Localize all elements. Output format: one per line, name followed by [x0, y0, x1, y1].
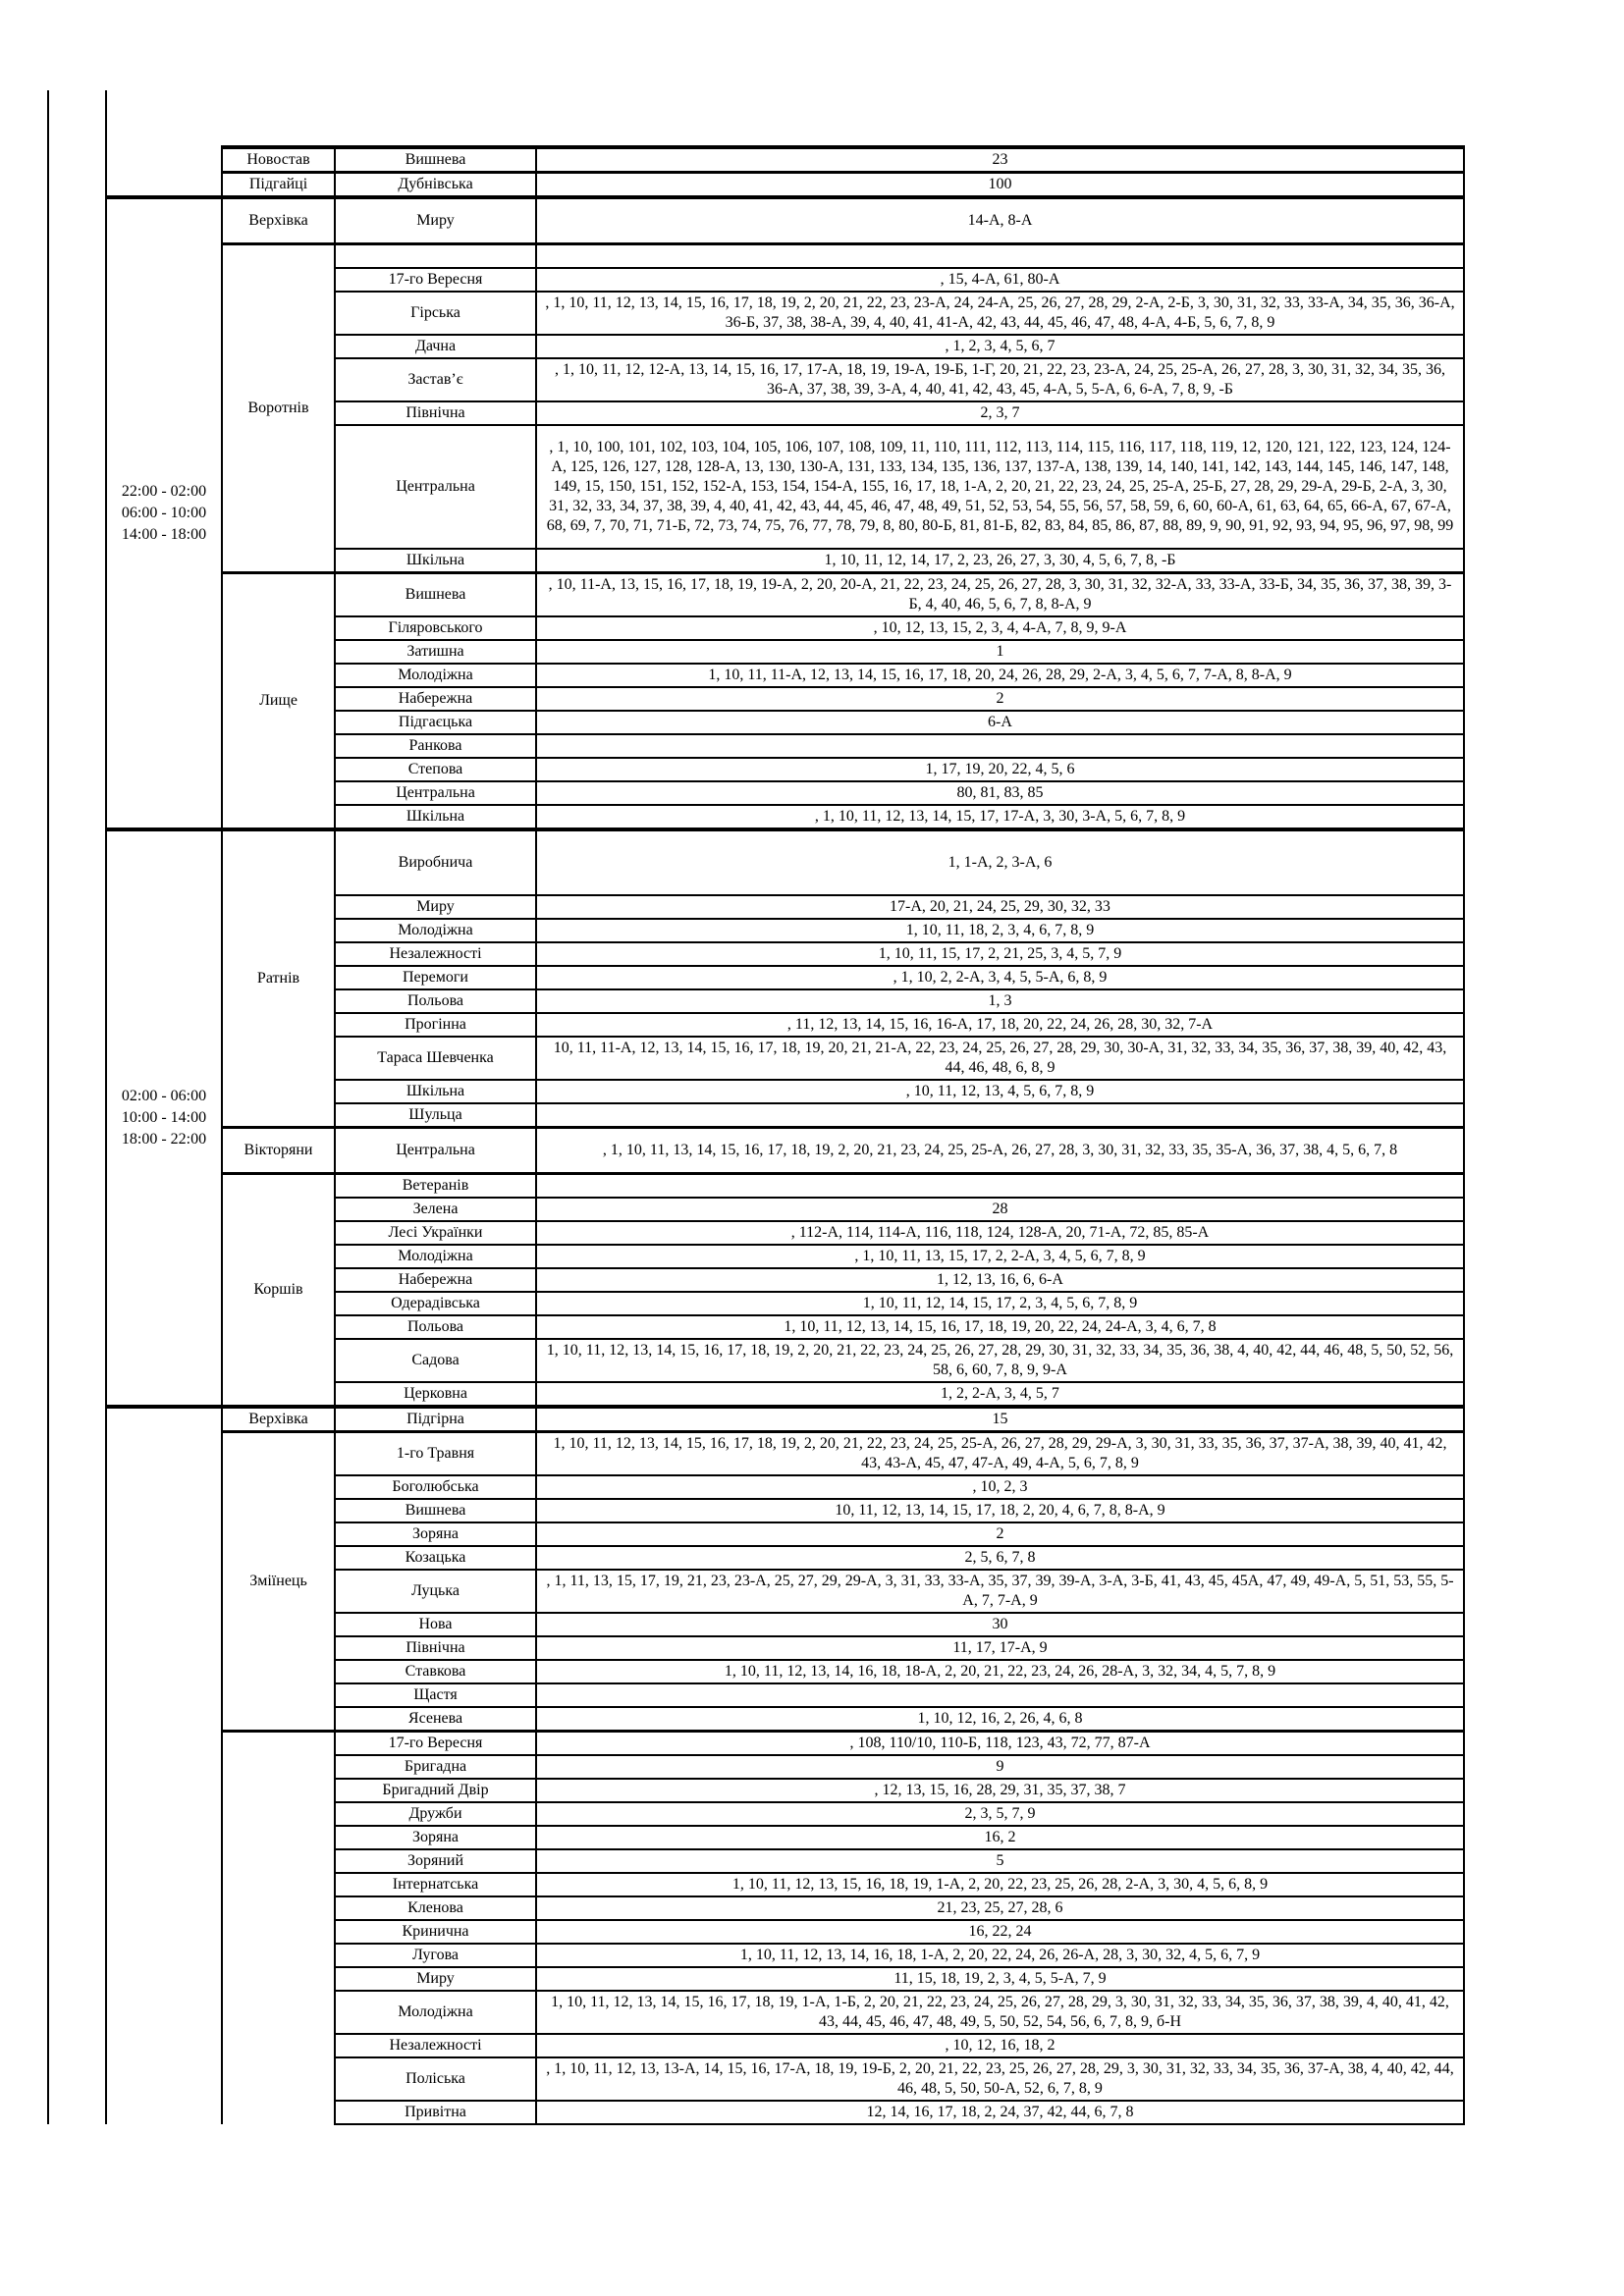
- street-cell: Зелена: [335, 1198, 536, 1221]
- street-cell: Шульца: [335, 1103, 536, 1128]
- street-cell: Набережна: [335, 687, 536, 711]
- houses-cell: [536, 1174, 1464, 1199]
- time-range: 02:00 - 06:00: [121, 1088, 207, 1104]
- houses-cell: 1, 10, 11, 15, 17, 2, 21, 25, 3, 4, 5, 7, 9: [536, 942, 1464, 966]
- houses-cell: 1, 2, 2-А, 3, 4, 5, 7: [536, 1382, 1464, 1407]
- settlement-cell: Новостав: [222, 147, 335, 173]
- street-cell: Дружби: [335, 1802, 536, 1826]
- houses-cell: 6-А: [536, 711, 1464, 734]
- street-cell: 17-го Вересня: [335, 1732, 536, 1756]
- settlement-cell: Воротнів: [222, 244, 335, 573]
- table-row: [48, 829, 1464, 895]
- houses-cell: , 10, 12, 13, 15, 2, 3, 4, 4-А, 7, 8, 9, 9-А: [536, 616, 1464, 640]
- houses-cell: [536, 244, 1464, 269]
- street-cell: Лугова: [335, 1944, 536, 1967]
- houses-cell: 1, 10, 11, 12, 13, 15, 16, 18, 19, 1-А, 2, 20, 22, 23, 25, 26, 28, 2-А, 3, 30, 4, 5, 6, 8, 9: [536, 1873, 1464, 1896]
- houses-cell: 100: [536, 173, 1464, 198]
- street-cell: Молодіжна: [335, 1991, 536, 2034]
- settlement-cell: Лище: [222, 573, 335, 830]
- street-cell: Виробнича: [335, 829, 536, 895]
- houses-cell: 30: [536, 1613, 1464, 1636]
- street-cell: Садова: [335, 1339, 536, 1382]
- street-cell: Миру: [335, 197, 536, 244]
- houses-cell: 11, 15, 18, 19, 2, 3, 4, 5, 5-А, 7, 9: [536, 1967, 1464, 1991]
- houses-cell: 16, 2: [536, 1826, 1464, 1849]
- street-cell: Застав’є: [335, 358, 536, 401]
- street-cell: Луцька: [335, 1570, 536, 1613]
- street-cell: Гіляровського: [335, 616, 536, 640]
- street-cell: 17-го Вересня: [335, 268, 536, 292]
- settlement-cell: Верхівка: [222, 1407, 335, 1432]
- houses-cell: [536, 1683, 1464, 1707]
- street-cell: Незалежності: [335, 942, 536, 966]
- houses-cell: 23: [536, 147, 1464, 173]
- houses-cell: 14-А, 8-А: [536, 197, 1464, 244]
- street-cell: Підгаєцька: [335, 711, 536, 734]
- street-cell: Ветеранів: [335, 1174, 536, 1199]
- street-cell: Ранкова: [335, 734, 536, 758]
- empty-left-column: [48, 147, 106, 2124]
- houses-cell: 1, 17, 19, 20, 22, 4, 5, 6: [536, 758, 1464, 781]
- houses-cell: [536, 734, 1464, 758]
- street-cell: Вишнева: [335, 573, 536, 617]
- street-cell: Молодіжна: [335, 664, 536, 687]
- houses-cell: , 1, 10, 11, 13, 14, 15, 16, 17, 18, 19, 2, 20, 21, 23, 24, 25, 25-А, 26, 27, 28, 3, 30, 31, 32, 33, 35, 35-А, 36, 37, 38, 4, 5, 6, 7, 8: [536, 1128, 1464, 1174]
- street-cell: Затишна: [335, 640, 536, 664]
- houses-cell: 10, 11, 12, 13, 14, 15, 17, 18, 2, 20, 4, 6, 7, 8, 8-А, 9: [536, 1499, 1464, 1522]
- street-cell: Шкільна: [335, 549, 536, 573]
- houses-cell: 9: [536, 1755, 1464, 1779]
- settlement-cell: Коршів: [222, 1174, 335, 1408]
- houses-cell: 1, 12, 13, 16, 6, 6-А: [536, 1268, 1464, 1292]
- street-cell: Набережна: [335, 1268, 536, 1292]
- houses-cell: 1, 3: [536, 989, 1464, 1013]
- street-cell: Північна: [335, 401, 536, 425]
- houses-cell: 1, 10, 12, 16, 2, 26, 4, 6, 8: [536, 1707, 1464, 1732]
- houses-cell: , 10, 11-А, 13, 15, 16, 17, 18, 19, 19-А, 2, 20, 20-А, 21, 22, 23, 24, 25, 26, 27, 28, 3, 30, 31, 32, 32-А, 33, 33-А, 33-Б, 34, 35, 36, 37, 38, 39, 3-Б, 4, 40, 46, 5, 6, 7, 8, 8-А, 9: [536, 573, 1464, 617]
- houses-cell: 1, 10, 11, 18, 2, 3, 4, 6, 7, 8, 9: [536, 919, 1464, 942]
- table-row: [48, 1732, 1464, 1756]
- houses-cell: , 1, 10, 11, 12, 13, 14, 15, 16, 17, 18, 19, 2, 20, 21, 22, 23, 23-А, 24, 24-А, 25, 26, 27, 28, 29, 2-А, 2-Б, 3, 30, 31, 32, 33, 33-А, 34, 35, 36, 36-А, 36-Б, 37, 38, 38-А, 39, 4, 40, 41, 41-А, 42, 43, 44, 45, 46, 47, 48, 4-А, 4-Б, 5, 6, 7, 8, 9: [536, 292, 1464, 335]
- table-row: [48, 197, 1464, 244]
- houses-cell: 1, 10, 11, 12, 13, 14, 15, 16, 17, 18, 19, 1-А, 1-Б, 2, 20, 21, 22, 23, 24, 25, 26, 27, 28, 29, 3, 30, 31, 32, 33, 34, 35, 36, 37, 38, 39, 4, 40, 41, 42, 43, 44, 45, 46, 47, 48, 49, 5, 50, 52, 54, 56, 6, 7, 8, 9, б-Н: [536, 1991, 1464, 2034]
- houses-cell: 17-А, 20, 21, 24, 25, 29, 30, 32, 33: [536, 895, 1464, 919]
- houses-cell: , 112-А, 114, 114-А, 116, 118, 124, 128-А, 20, 71-А, 72, 85, 85-А: [536, 1221, 1464, 1245]
- houses-cell: 2, 3, 5, 7, 9: [536, 1802, 1464, 1826]
- street-cell: Шкільна: [335, 805, 536, 829]
- table-row: [48, 1407, 1464, 1432]
- street-cell: Зоряна: [335, 1826, 536, 1849]
- street-cell: Перемоги: [335, 966, 536, 989]
- street-cell: Північна: [335, 1636, 536, 1660]
- street-cell: Тараса Шевченка: [335, 1037, 536, 1080]
- street-cell: Прогінна: [335, 1013, 536, 1037]
- settlement-cell: Зміїнець: [222, 1432, 335, 1732]
- houses-cell: 1, 10, 11, 12, 14, 15, 17, 2, 3, 4, 5, 6, 7, 8, 9: [536, 1292, 1464, 1315]
- houses-cell: 1, 10, 11, 12, 13, 14, 15, 16, 17, 18, 19, 20, 22, 24, 24-А, 3, 4, 6, 7, 8: [536, 1315, 1464, 1339]
- houses-cell: , 1, 10, 11, 13, 15, 17, 2, 2-А, 3, 4, 5, 6, 7, 8, 9: [536, 1245, 1464, 1268]
- street-cell: 1-го Травня: [335, 1432, 536, 1476]
- street-cell: Центральна: [335, 781, 536, 805]
- houses-cell: 12, 14, 16, 17, 18, 2, 24, 37, 42, 44, 6, 7, 8: [536, 2101, 1464, 2124]
- time-cell: [106, 147, 222, 197]
- street-cell: Шкільна: [335, 1080, 536, 1103]
- street-cell: Ясенева: [335, 1707, 536, 1732]
- houses-cell: [536, 1103, 1464, 1128]
- time-range: 22:00 - 02:00: [121, 483, 207, 500]
- time-cell: [106, 829, 222, 1407]
- street-cell: Боголюбська: [335, 1475, 536, 1499]
- time-range: 14:00 - 18:00: [121, 526, 207, 543]
- houses-cell: , 108, 110/10, 110-Б, 118, 123, 43, 72, 77, 87-А: [536, 1732, 1464, 1756]
- houses-cell: , 1, 2, 3, 4, 5, 6, 7: [536, 335, 1464, 358]
- time-range: 10:00 - 14:00: [121, 1109, 207, 1126]
- street-cell: Вишнева: [335, 147, 536, 173]
- settlement-cell: [222, 1732, 335, 2125]
- table-row: [48, 1174, 1464, 1199]
- settlement-cell: Верхівка: [222, 197, 335, 244]
- street-cell: Інтернатська: [335, 1873, 536, 1896]
- houses-cell: , 1, 10, 2, 2-А, 3, 4, 5, 5-А, 6, 8, 9: [536, 966, 1464, 989]
- houses-cell: , 15, 4-А, 61, 80-А: [536, 268, 1464, 292]
- houses-cell: , 10, 11, 12, 13, 4, 5, 6, 7, 8, 9: [536, 1080, 1464, 1103]
- street-cell: Козацька: [335, 1546, 536, 1570]
- street-cell: Привітна: [335, 2101, 536, 2124]
- street-cell: Вишнева: [335, 1499, 536, 1522]
- houses-cell: 11, 17, 17-А, 9: [536, 1636, 1464, 1660]
- street-cell: Миру: [335, 1967, 536, 1991]
- street-cell: Одерадівська: [335, 1292, 536, 1315]
- houses-cell: 1, 10, 11, 12, 13, 14, 16, 18, 1-А, 2, 20, 22, 24, 26, 26-А, 28, 3, 30, 32, 4, 5, 6, 7, 9: [536, 1944, 1464, 1967]
- houses-cell: 2, 5, 6, 7, 8: [536, 1546, 1464, 1570]
- street-cell: Дубнівська: [335, 173, 536, 198]
- street-cell: Нова: [335, 1613, 536, 1636]
- table-row: [48, 573, 1464, 617]
- street-cell: Поліська: [335, 2057, 536, 2101]
- street-cell: Центральна: [335, 425, 536, 549]
- houses-cell: 2: [536, 1522, 1464, 1546]
- time-cell: [106, 197, 222, 829]
- street-cell: [335, 244, 536, 269]
- houses-cell: 80, 81, 83, 85: [536, 781, 1464, 805]
- table-row: [48, 147, 1464, 173]
- street-cell: Молодіжна: [335, 1245, 536, 1268]
- street-cell: Миру: [335, 895, 536, 919]
- street-cell: Ставкова: [335, 1660, 536, 1683]
- street-cell: Бригадний Двір: [335, 1779, 536, 1802]
- settlement-cell: Ратнів: [222, 829, 335, 1128]
- street-cell: Підгірна: [335, 1407, 536, 1432]
- street-cell: Польова: [335, 1315, 536, 1339]
- schedule-table-body: [48, 147, 1464, 2124]
- time-cell: [106, 1407, 222, 2124]
- street-cell: Лесі Українки: [335, 1221, 536, 1245]
- street-cell: Зоряний: [335, 1849, 536, 1873]
- houses-cell: 1: [536, 640, 1464, 664]
- street-cell: Польова: [335, 989, 536, 1013]
- time-range: 18:00 - 22:00: [121, 1131, 207, 1148]
- street-cell: Незалежності: [335, 2034, 536, 2057]
- table-row: [48, 1432, 1464, 1476]
- table-row: [48, 1128, 1464, 1174]
- houses-cell: 2: [536, 687, 1464, 711]
- street-cell: Щастя: [335, 1683, 536, 1707]
- houses-cell: 1, 10, 11, 12, 13, 14, 15, 16, 17, 18, 19, 2, 20, 21, 22, 23, 24, 25, 25-А, 26, 27, 28, 29, 29-А, 3, 30, 31, 33, 35, 36, 37, 37-А, 38, 39, 40, 41, 42, 43, 43-А, 45, 47, 47-А, 49, 4-А, 5, 6, 7, 8, 9: [536, 1432, 1464, 1476]
- street-cell: Кринична: [335, 1920, 536, 1944]
- houses-cell: , 1, 10, 11, 12, 13, 14, 15, 17, 17-А, 3, 30, 3-А, 5, 6, 7, 8, 9: [536, 805, 1464, 829]
- houses-cell: 1, 10, 11, 12, 13, 14, 16, 18, 18-А, 2, 20, 21, 22, 23, 24, 26, 28-А, 3, 32, 34, 4, 5, 7, 8, 9: [536, 1660, 1464, 1683]
- houses-cell: 28: [536, 1198, 1464, 1221]
- houses-cell: , 1, 10, 100, 101, 102, 103, 104, 105, 106, 107, 108, 109, 11, 110, 111, 112, 113, 114, 115, 116, 117, 118, 119, 12, 120, 121, 122, 123, 124, 124-А, 125, 126, 127, 128, 128-А, 13, 130, 130-А, 131, 133, 134, 135, 136, 137, 137-А, 138, 139, 14, 140, 141, 142, 143, 144, 145, 146, 147, 148, 149, 15, 150, 151, 152, 152-А, 153, 154, 154-А, 155, 16, 17, 18, 1-А, 2, 20, 21, 22, 23, 24, 25, 25-А, 25-Б, 27, 28, 29, 29-А, 29-Б, 2-А, 3, 30, 31, 32, 33, 34, 37, 38, 39, 4, 40, 41, 42, 43, 44, 45, 46, 47, 48, 49, 51, 52, 53, 54, 55, 56, 57, 58, 59, 6, 60, 60-А, 61, 63, 64, 65, 66-А, 67, 67-А, 68, 69, 7, 70, 71, 71-Б, 72, 73, 74, 75, 76, 77, 78, 79, 8, 80, 80-Б, 81, 81-Б, 82, 83, 84, 85, 86, 87, 88, 89, 9, 90, 91, 92, 93, 94, 95, 96, 97, 98, 99: [536, 425, 1464, 549]
- left-border-extension-inner: [105, 90, 107, 147]
- houses-cell: 1, 10, 11, 11-А, 12, 13, 14, 15, 16, 17, 18, 20, 24, 26, 28, 29, 2-А, 3, 4, 5, 6, 7, 7-А, 8, 8-А, 9: [536, 664, 1464, 687]
- houses-cell: 5: [536, 1849, 1464, 1873]
- houses-cell: , 10, 12, 16, 18, 2: [536, 2034, 1464, 2057]
- houses-cell: , 10, 2, 3: [536, 1475, 1464, 1499]
- street-cell: Дачна: [335, 335, 536, 358]
- street-cell: Молодіжна: [335, 919, 536, 942]
- settlement-cell: Вікторяни: [222, 1128, 335, 1174]
- houses-cell: 1, 1-А, 2, 3-А, 6: [536, 829, 1464, 895]
- left-border-extension-outer: [47, 90, 49, 147]
- table-row: [48, 244, 1464, 269]
- outage-schedule-table: [47, 145, 1465, 2125]
- street-cell: Гірська: [335, 292, 536, 335]
- houses-cell: , 12, 13, 15, 16, 28, 29, 31, 35, 37, 38, 7: [536, 1779, 1464, 1802]
- street-cell: Зоряна: [335, 1522, 536, 1546]
- houses-cell: , 1, 10, 11, 12, 13, 13-А, 14, 15, 16, 17-А, 18, 19, 19-Б, 2, 20, 21, 22, 23, 25, 26, 27, 28, 29, 3, 30, 31, 32, 33, 34, 35, 36, 37-А, 38, 4, 40, 42, 44, 46, 48, 5, 50, 50-А, 52, 6, 7, 8, 9: [536, 2057, 1464, 2101]
- houses-cell: 10, 11, 11-А, 12, 13, 14, 15, 16, 17, 18, 19, 20, 21, 21-А, 22, 23, 24, 25, 26, 27, 28, 29, 30, 30-А, 31, 32, 33, 34, 35, 36, 37, 38, 39, 40, 42, 43, 44, 46, 48, 6, 8, 9: [536, 1037, 1464, 1080]
- houses-cell: 16, 22, 24: [536, 1920, 1464, 1944]
- houses-cell: 2, 3, 7: [536, 401, 1464, 425]
- houses-cell: 15: [536, 1407, 1464, 1432]
- time-range: 06:00 - 10:00: [121, 505, 207, 521]
- street-cell: Степова: [335, 758, 536, 781]
- street-cell: Бригадна: [335, 1755, 536, 1779]
- table-row: [48, 173, 1464, 198]
- houses-cell: , 1, 11, 13, 15, 17, 19, 21, 23, 23-А, 25, 27, 29, 29-А, 3, 31, 33, 33-А, 35, 37, 39, 39-А, 3-А, 3-Б, 41, 43, 45, 45А, 47, 49, 49-А, 5, 51, 53, 55, 5-А, 7, 7-А, 9: [536, 1570, 1464, 1613]
- houses-cell: , 1, 10, 11, 12, 12-А, 13, 14, 15, 16, 17, 17-А, 18, 19, 19-А, 19-Б, 1-Г, 20, 21, 22, 23, 23-А, 24, 25, 25-А, 26, 27, 28, 3, 30, 31, 32, 34, 35, 36, 36-А, 37, 38, 39, 3-А, 4, 40, 41, 42, 43, 45, 4-А, 5, 5-А, 6, 6-А, 7, 8, 9, -Б: [536, 358, 1464, 401]
- street-cell: Церковна: [335, 1382, 536, 1407]
- settlement-cell: Підгайці: [222, 173, 335, 198]
- houses-cell: , 11, 12, 13, 14, 15, 16, 16-А, 17, 18, 20, 22, 24, 26, 28, 30, 32, 7-А: [536, 1013, 1464, 1037]
- street-cell: Кленова: [335, 1896, 536, 1920]
- houses-cell: 1, 10, 11, 12, 13, 14, 15, 16, 17, 18, 19, 2, 20, 21, 22, 23, 24, 25, 26, 27, 28, 29, 30, 31, 32, 33, 34, 35, 36, 38, 4, 40, 42, 44, 46, 48, 5, 50, 52, 56, 58, 6, 60, 7, 8, 9, 9-А: [536, 1339, 1464, 1382]
- houses-cell: 21, 23, 25, 27, 28, 6: [536, 1896, 1464, 1920]
- houses-cell: 1, 10, 11, 12, 14, 17, 2, 23, 26, 27, 3, 30, 4, 5, 6, 7, 8, -Б: [536, 549, 1464, 573]
- street-cell: Центральна: [335, 1128, 536, 1174]
